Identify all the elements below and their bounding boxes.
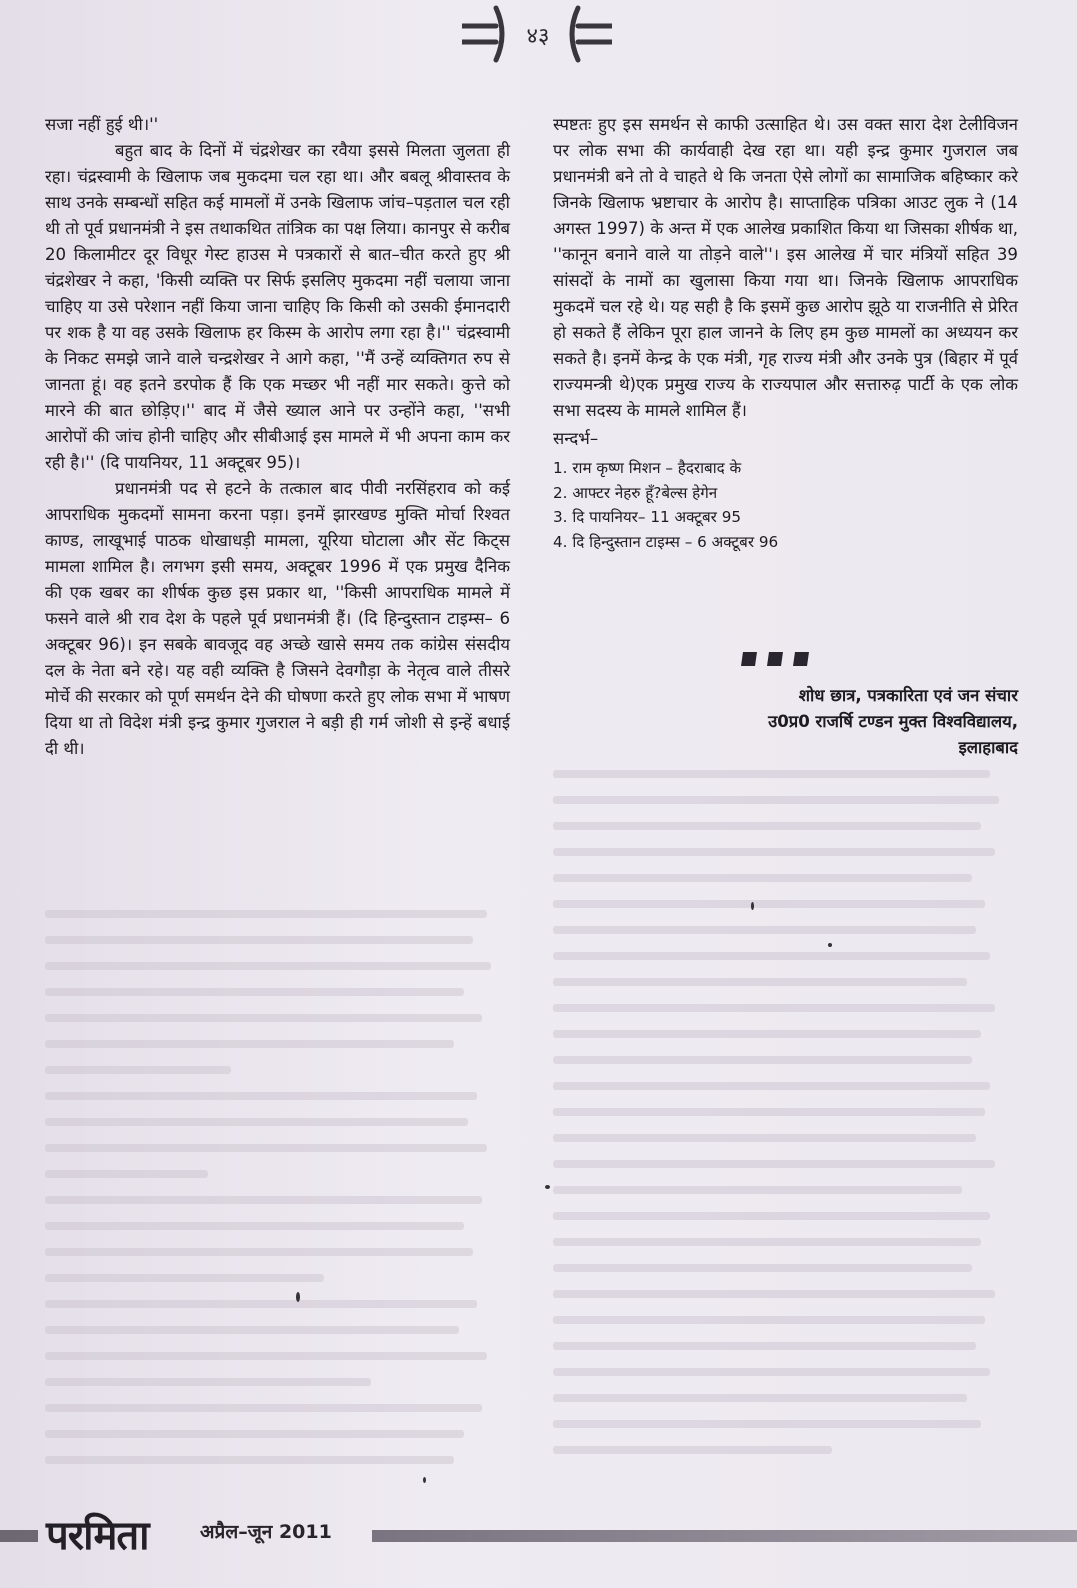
right-column (553, 112, 1018, 554)
square-mark-icon (793, 652, 809, 666)
page-number-header (462, 4, 612, 64)
references-list (553, 456, 1018, 554)
author-line: इलाहाबाद (958, 738, 1018, 757)
author-line: उ0प्र0 राजर्षि टण्डन मुक्त विश्वविद्यालय, (768, 712, 1018, 731)
paragraph-continuation: सजा नहीं हुई थी।'' (45, 115, 159, 134)
issue-date: अप्रैल–जून 2011 (200, 1521, 332, 1543)
left-column (45, 112, 510, 762)
speck (828, 943, 832, 947)
reference-item: 2. आफ्टर नेहरु हूँ?बेल्स हेगेन (553, 483, 718, 502)
paragraph-narasimharao: प्रधानमंत्री पद से हटने के तत्काल बाद पीवी नरसिंहराव को कई आपराधिक मुकदमों सामना करना पड़ा। इनमें झारखण्ड मुक्ति मोर्चा रिश्वत काण्ड, लाखूभाई पाठक धोखाधड़ी मामला, यूरिया घोटाला और सेंट किट्स मामला शामिल है। लगभग इसी समय, अक्टूबर 1996 में एक प्रमुख दैनिक की एक खबर का शीर्षक कुछ इस प्रकार था, ''किसी आपराधिक मामले में फसने वाले श्री राव देश के पहले पूर्व प्रधानमंत्री हैं। (दि हिन्दुस्तान टाइम्स– 6 अक्टूबर 96)। इन सबके बावजूद वह अच्छे खासे समय तक कांग्रेस संसदीय दल के नेता बने रहे। यह वही व्यक्ति है जिसने देवगौड़ा के नेतृत्व वाले तीसरे मोर्चे की सरकार को पूर्ण समर्थन देने की घोषणा करते हुए लोक सभा में भाषण दिया था तो विदेश मंत्री इन्द्र कुमार गुजराल ने बड़ी ही गर्म जोशी से इन्हें बधाई दी थी। (45, 479, 510, 758)
speck (296, 1292, 300, 1302)
bleed-through-left (45, 900, 510, 1500)
paragraph-chandrashekhar: बहुत बाद के दिनों में चंद्रशेखर का रवैया इससे मिलता जुलता ही रहा। चंद्रस्वामी के खिलाफ जब मुकदमा चल रहा था। और बबलू श्रीवास्तव के साथ उनके सम्बन्धों सहित कई मामलों में उनके खिलाफ जांच–पड़ताल चल रही थी तो पूर्व प्रधानमंत्री ने इस तथाकथित तांत्रिक का पक्ष लिया। कानपुर से करीब 20 किलामीटर दूर विधूर गेस्ट हाउस मे पत्रकारों से बात–चीत करते हुए श्री चंद्रशेखर ने कहा, 'किसी व्यक्ति पर सिर्फ इसलिए मुकदमा नहीं चलाया जाना चाहिए या उसे परेशान नहीं किया जाना चाहिए कि किसी को उसकी ईमानदारी पर शक है या वह उसके खिलाफ हर किस्म के आरोप लगा रहा है।'' चंद्रस्वामी के निकट समझे जाने वाले चन्द्रशेखर ने आगे कहा, ''मैं उन्हें व्यक्तिगत रुप से जानता हूं। वह इतने डरपोक हैं कि एक मच्छर भी नहीं मार सकते। कुत्ते को मारने की बात छोड़िए।'' बाद में जैसे ख्याल आने पर उन्होंने कहा, ''सभी आरोपों की जांच होनी चाहिए और सीबीआई इस मामले में भी अपना काम कर रही है।'' (दि पायनियर, 11 अक्टूबर 95)। (45, 141, 510, 472)
speck (545, 1185, 550, 1189)
section-end-marks (742, 651, 832, 671)
square-mark-icon (767, 652, 783, 666)
author-affiliation (700, 683, 1018, 761)
references-title: सन्दर्भ– (553, 429, 599, 448)
speck (751, 902, 754, 910)
reference-item: 4. दि हिन्दुस्तान टाइम्स – 6 अक्टूबर 96 (553, 532, 779, 551)
reference-item: 3. दि पायनियर– 11 अक्टूबर 95 (553, 508, 742, 526)
footer-rule (0, 1524, 1077, 1544)
bleed-through-right (553, 760, 1018, 1500)
square-mark-icon (741, 652, 757, 666)
magazine-logo: परमिता (46, 1513, 149, 1559)
page-number: ४३ (526, 24, 550, 49)
speck (423, 1477, 426, 1483)
paragraph-gujral: स्पष्टतः हुए इस समर्थन से काफी उत्साहित थे। उस वक्त सारा देश टेलीविजन पर लोक सभा की कार्यवाही देख रहा था। यही इन्द्र कुमार गुजराल जब प्रधानमंत्री बने तो वे चाहते थे कि जनता ऐसे लोगों का सामाजिक बहिष्कार करे जिनके खिलाफ भ्रष्टाचार के आरोप है। साप्ताहिक पत्रिका आउट लुक ने (14 अगस्त 1997) के अन्त में एक आलेख प्रकाशित किया था जिसका शीर्षक था, ''कानून बनाने वाले या तोड़ने वाले''। इस आलेख में चार मंत्रियों सहित 39 सांसदों के नामों का खुलासा किया गया था। जिनके खिलाफ आपराधिक मुकदमें चल रहे थे। यह सही है कि इसमें कुछ आरोप झूठे या राजनीति से प्रेरित हो सकते हैं लेकिन पूरा हाल जानने के लिए हम कुछ मामलों का अध्ययन कर सकते है। इनमें केन्द्र के एक मंत्री, गृह राज्य मंत्री और उनके पुत्र (बिहार में पूर्व राज्यमन्त्री थे)एक प्रमुख राज्य के राज्यपाल और सत्तारुढ़ पार्टी के एक लोक सभा सदस्य के मामले शामिल हैं। (553, 115, 1018, 420)
reference-item: 1. राम कृष्ण मिशन – हैदराबाद के (553, 459, 742, 477)
author-line: शोध छात्र, पत्रकारिता एवं जन संचार (798, 686, 1018, 705)
